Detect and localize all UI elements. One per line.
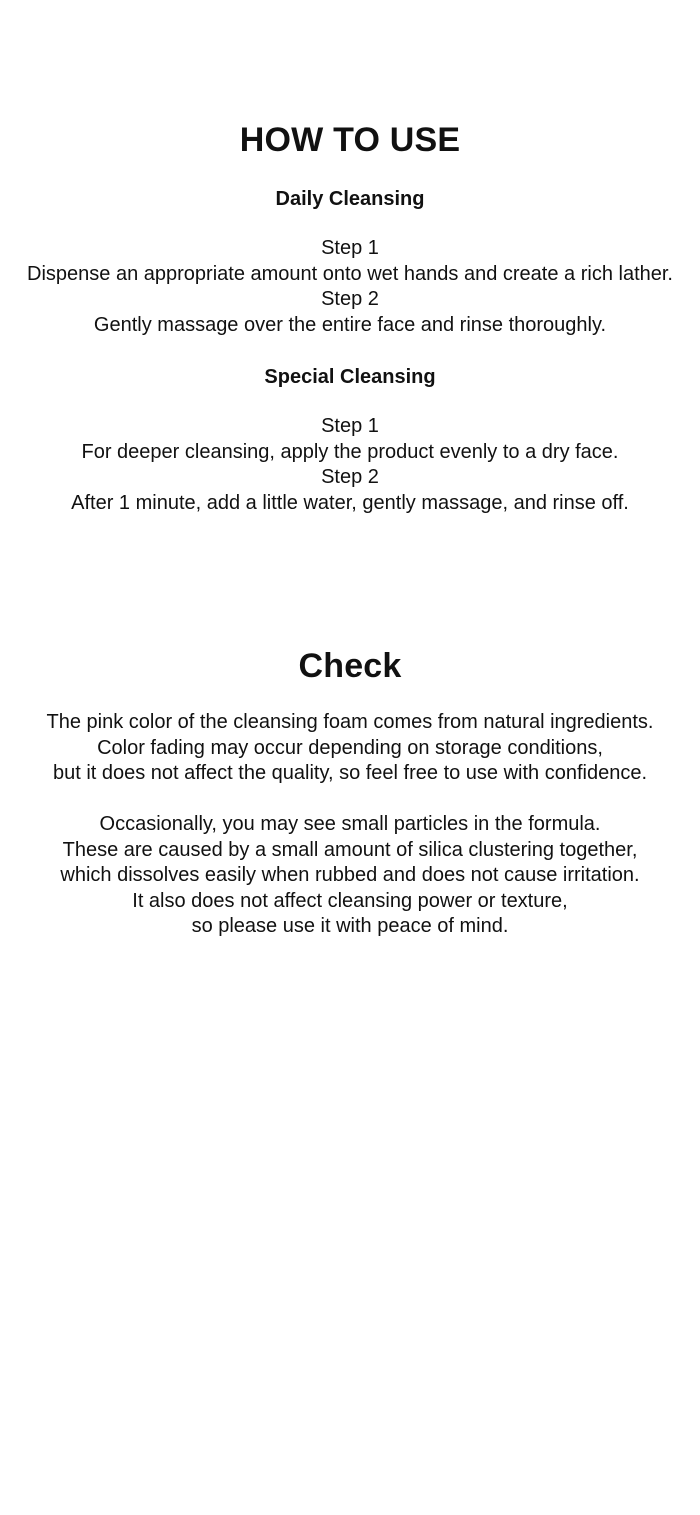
check-line: Occasionally, you may see small particles in the formula. <box>99 813 601 835</box>
daily-step1-text: Dispense an appropriate amount onto wet hands and create a rich lather. <box>27 262 673 285</box>
check-title: Check <box>298 647 402 685</box>
daily-step2-text: Gently massage over the entire face and rinse thoroughly. <box>93 313 607 336</box>
check-paragraph-particles <box>0 812 700 940</box>
daily-step2-label: Step 2 <box>321 288 379 310</box>
check-paragraph-color <box>0 710 700 787</box>
special-cleansing-heading: Special Cleansing <box>264 366 436 388</box>
check-line: These are caused by a small amount of silica clustering together, <box>62 838 638 861</box>
special-step2-text: After 1 minute, add a little water, gently massage, and rinse off. <box>71 491 629 514</box>
daily-cleansing-heading: Daily Cleansing <box>275 188 425 210</box>
daily-step1-label: Step 1 <box>321 237 379 259</box>
check-section <box>0 644 700 940</box>
paragraph-spacer <box>0 787 700 813</box>
check-line: It also does not affect cleansing power or texture, <box>132 889 568 912</box>
check-line: so please use it with peace of mind. <box>191 915 509 937</box>
check-line: which dissolves easily when rubbed and does not cause irritation. <box>60 864 640 886</box>
how-to-use-title: HOW TO USE <box>239 121 461 159</box>
how-to-use-section <box>0 118 700 516</box>
special-step2-label: Step 2 <box>321 466 379 488</box>
special-step1-label: Step 1 <box>321 415 379 437</box>
check-line: The pink color of the cleansing foam comes from natural ingredients. <box>46 711 654 733</box>
check-line: Color fading may occur depending on storage conditions, <box>97 736 603 759</box>
special-step1-text: For deeper cleansing, apply the product evenly to a dry face. <box>81 440 619 463</box>
check-line: but it does not affect the quality, so feel free to use with confidence. <box>52 762 648 784</box>
